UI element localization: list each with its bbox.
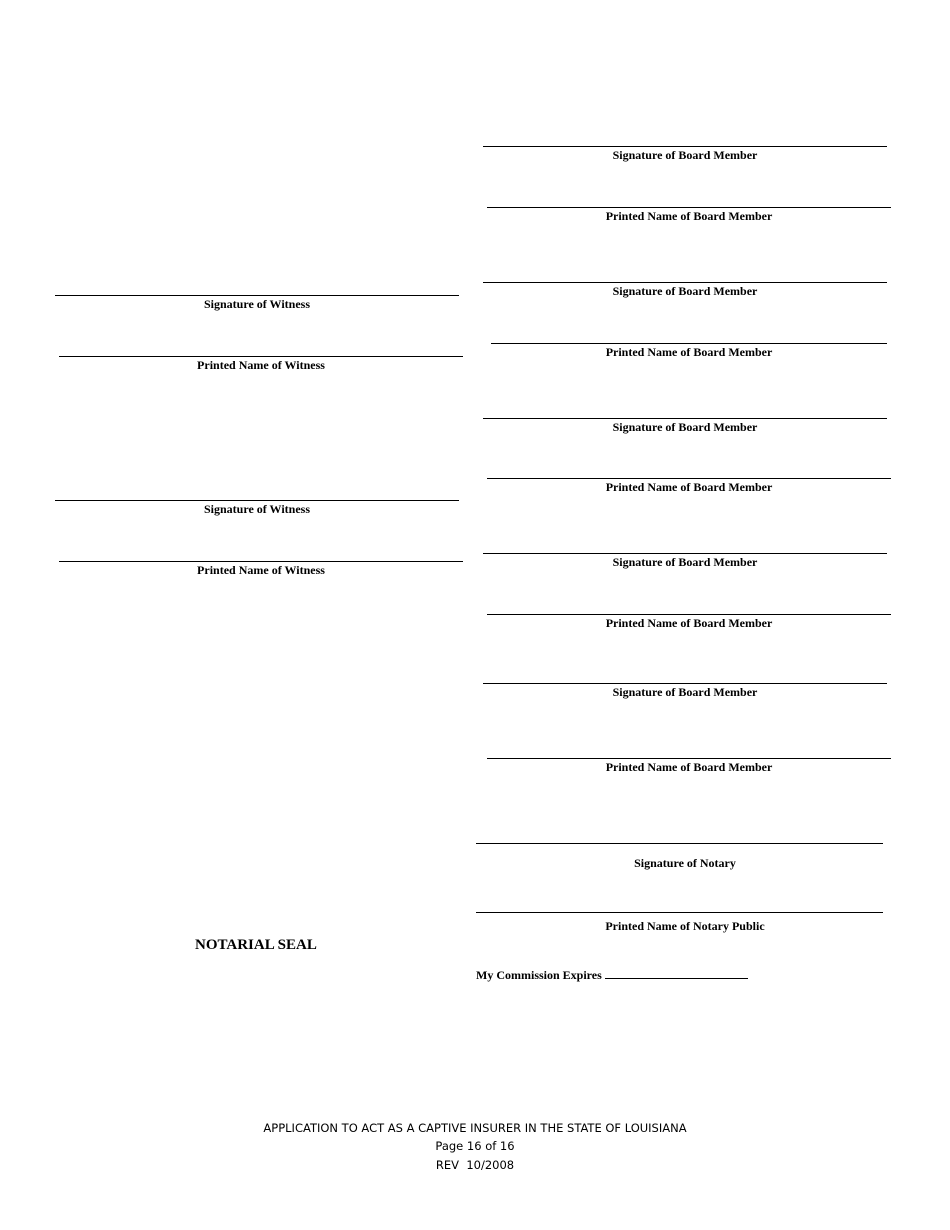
board-member-2-printed-name: [491, 343, 887, 359]
signature-label: Printed Name of Board Member: [605, 760, 773, 774]
signature-line[interactable]: [483, 282, 887, 283]
signature-line[interactable]: [55, 500, 459, 501]
footer-page-number: Page 16 of 16: [435, 1139, 515, 1153]
signature-line[interactable]: [487, 614, 891, 615]
notary-signature-line[interactable]: [476, 843, 883, 844]
board-member-5-signature: [483, 683, 887, 699]
notary-printed-name-line[interactable]: [476, 912, 883, 913]
signature-line[interactable]: [59, 356, 463, 357]
signature-label: Printed Name of Board Member: [605, 616, 773, 630]
witness-2-signature: [55, 500, 459, 516]
notary-printed-name-label: Printed Name of Notary Public: [605, 919, 765, 933]
signature-line[interactable]: [483, 683, 887, 684]
board-member-3-signature: [483, 418, 887, 434]
board-member-2-signature: [483, 282, 887, 298]
commission-expires: [476, 966, 748, 982]
board-member-3-printed-name: [487, 478, 891, 494]
board-member-5-printed-name: [487, 758, 891, 774]
signature-label: Signature of Witness: [203, 502, 311, 516]
board-member-1-signature: [483, 146, 887, 162]
signature-label: Printed Name of Board Member: [605, 209, 773, 223]
signature-label: Signature of Witness: [203, 297, 311, 311]
witness-1-signature: [55, 295, 459, 311]
signature-line[interactable]: [487, 758, 891, 759]
signature-label: Signature of Board Member: [612, 555, 758, 569]
signature-line[interactable]: [55, 295, 459, 296]
signature-label: Signature of Board Member: [612, 420, 758, 434]
signature-label: Signature of Board Member: [612, 284, 758, 298]
notary-signature-label: Signature of Notary: [634, 856, 736, 870]
signature-line[interactable]: [487, 207, 891, 208]
signature-line[interactable]: [491, 343, 887, 344]
board-member-4-signature: [483, 553, 887, 569]
signature-line[interactable]: [487, 478, 891, 479]
signature-line[interactable]: [483, 146, 887, 147]
signature-line[interactable]: [483, 553, 887, 554]
signature-label: Printed Name of Witness: [197, 563, 325, 577]
commission-expires-label: My Commission Expires: [476, 968, 602, 982]
signature-label: Signature of Board Member: [612, 148, 758, 162]
board-member-4-printed-name: [487, 614, 891, 630]
signature-label: Printed Name of Board Member: [605, 345, 773, 359]
signature-line[interactable]: [59, 561, 463, 562]
board-member-1-printed-name: [487, 207, 891, 223]
signature-label: Printed Name of Witness: [197, 358, 325, 372]
commission-expires-field[interactable]: [605, 966, 748, 979]
signature-label: Signature of Board Member: [612, 685, 758, 699]
witness-2-printed-name: [59, 561, 463, 577]
notarial-seal-label: NOTARIAL SEAL: [195, 937, 317, 953]
witness-1-printed-name: [59, 356, 463, 372]
signature-line[interactable]: [483, 418, 887, 419]
footer-title: APPLICATION TO ACT AS A CAPTIVE INSURER IN THE STATE OF LOUISIANA: [263, 1121, 687, 1135]
signature-label: Printed Name of Board Member: [605, 480, 773, 494]
footer-revision: REV 10/2008: [435, 1158, 515, 1172]
